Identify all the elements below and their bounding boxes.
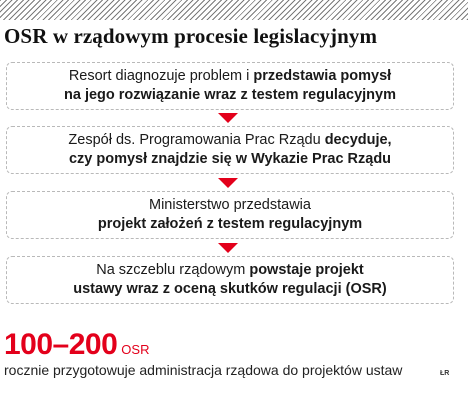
step-3-line-1	[149, 196, 311, 215]
step-1-line-2	[64, 86, 396, 105]
stat-caption: rocznie przygotowuje administracja rządowa do projektów ustaw	[4, 362, 403, 378]
step-2-box	[6, 126, 454, 174]
step-2-line-1	[68, 131, 391, 150]
step-4-text: Na szczeblu rządowym	[96, 262, 250, 278]
step-3-box	[6, 191, 454, 239]
step-4-line-2	[73, 280, 386, 299]
step-4-line-1	[96, 261, 364, 280]
step-1-line-1	[69, 67, 391, 86]
step-1-bold: przedstawia pomysł	[253, 68, 392, 84]
step-2-text: Zespół ds. Programowania Prac Rządu	[68, 132, 325, 148]
step-4-bold-2: ustawy wraz z oceną skutków regulacji (OSR)	[73, 281, 387, 297]
author-credit: ŁR	[440, 370, 450, 377]
page-title: OSR w rządowym procesie legislacyjnym	[4, 24, 378, 48]
step-1-text: Resort diagnozuje problem i	[68, 68, 254, 84]
step-1-bold-2: na jego rozwiązanie wraz z testem regulacyjnym	[64, 87, 396, 103]
down-arrow-icon	[218, 243, 238, 253]
step-3-text: Ministerstwo przedstawia	[149, 197, 311, 213]
step-4-bold: powstaje projekt	[249, 262, 364, 278]
stat-unit: OSR	[121, 342, 150, 357]
step-1-box	[6, 62, 454, 110]
stat-block	[4, 328, 149, 362]
down-arrow-icon	[218, 178, 238, 188]
stat-value: 100–200	[4, 328, 118, 361]
header-hatch	[0, 0, 468, 20]
step-2-line-2	[69, 150, 391, 169]
down-arrow-icon	[218, 113, 238, 123]
step-4-box	[6, 256, 454, 304]
step-3-line-2	[98, 215, 362, 234]
step-2-bold: decyduje,	[324, 132, 392, 148]
step-3-bold-2: projekt założeń z testem regulacyjnym	[97, 216, 363, 232]
step-2-bold-2: czy pomysł znajdzie się w Wykazie Prac Rządu	[68, 151, 392, 167]
